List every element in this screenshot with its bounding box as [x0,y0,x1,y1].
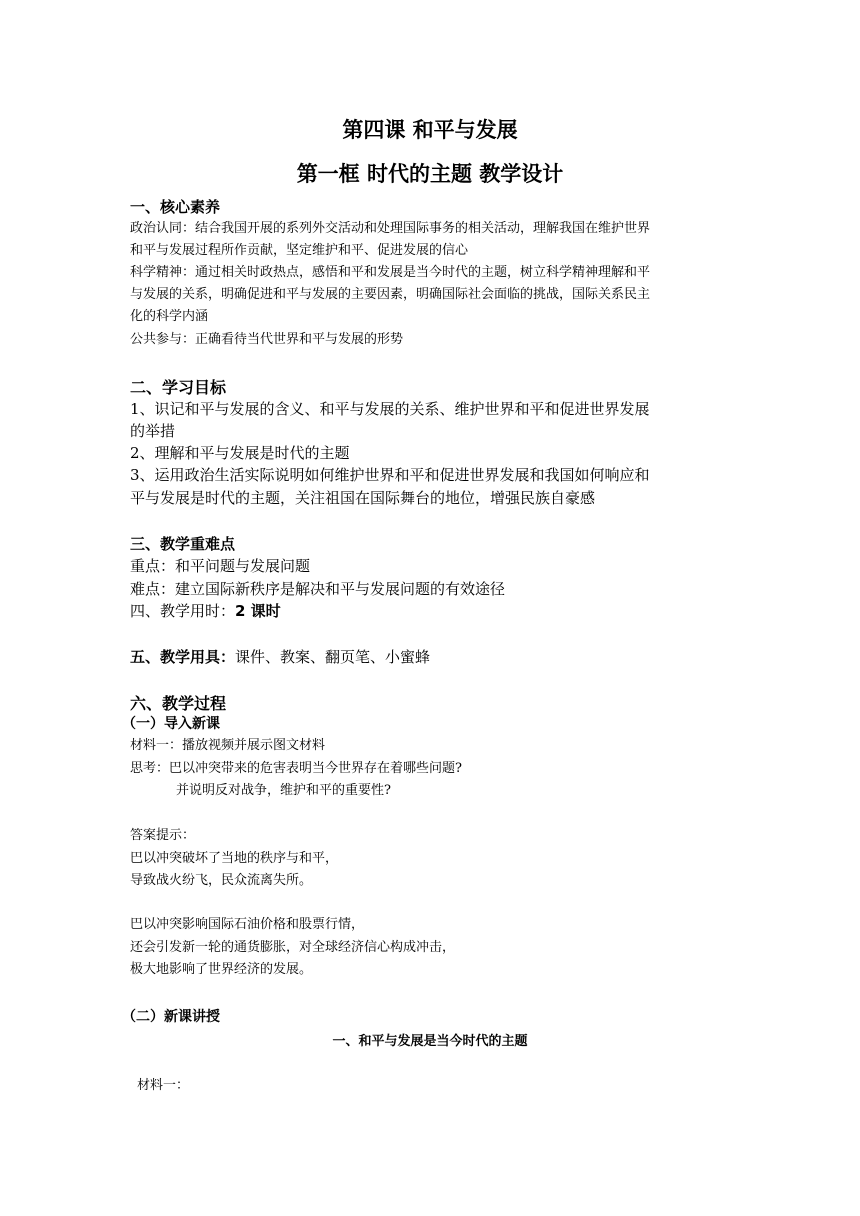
document-title: 第四课 和平与发展 [342,118,518,142]
key-point-line: 重点：和平问题与发展问题 [130,557,311,575]
subsection-heading-new-lesson: （二）新课讲授 [122,1009,220,1025]
paragraph-line: 政治认同：结合我国开展的系列外交活动和处理国际事务的相关活动，理解我国在维护世界 [130,221,651,236]
list-item: 2、理解和平与发展是时代的主题 [130,444,350,462]
difficult-point-line: 难点：建立国际新秩序是解决和平与发展问题的有效途径 [130,580,506,598]
list-item-continued: 平与发展是时代的主题，关注祖国在国际舞台的地位，增强民族自豪感 [130,489,596,507]
subsection-heading-intro: （一）导入新课 [122,716,220,732]
answer-line: 还会引发新一轮的通货膨胀，对全球经济信心构成冲击， [130,940,456,955]
section-heading-core-literacy: 一、核心素养 [130,198,221,216]
teaching-tools-label: 五、教学用具： [130,648,236,666]
answer-line: 极大地影响了世界经济的发展。 [130,962,313,977]
paragraph-line: 与发展的关系，明确促进和平与发展的主要因素，明确国际社会面临的挑战，国际关系民主 [130,287,651,302]
paragraph-line: 科学精神：通过相关时政热点，感悟和平和发展是当今时代的主题，树立科学精神理解和平 [130,265,651,280]
answer-line: 巴以冲突影响国际石油价格和股票行情， [130,917,365,932]
answer-line: 导致战火纷飞，民众流离失所。 [130,873,313,888]
teaching-time-value: 2 课时 [235,602,281,620]
section-heading-teaching-process: 六、教学过程 [130,694,227,713]
paragraph-line: 公共参与：正确看待当代世界和平与发展的形势 [130,332,404,347]
document-subtitle: 第一框 时代的主题 教学设计 [296,162,564,186]
list-item: 3、运用政治生活实际说明如何维护世界和平和促进世界发展和我国如何响应和 [130,466,650,484]
paragraph-line: 和平与发展过程所作贡献，坚定维护和平、促进发展的信心 [130,243,469,258]
answer-heading: 答案提示： [130,828,196,843]
teaching-tools-value: 课件、教案、翻页笔、小蜜蜂 [235,648,431,666]
teaching-tools-line [130,646,430,668]
answer-line: 巴以冲突破坏了当地的秩序与和平， [130,851,339,866]
teaching-time-line [130,600,281,622]
section-heading-learning-goals: 二、学习目标 [130,378,227,397]
material-label: 材料一： [137,1078,190,1093]
list-item-continued: 的举措 [130,422,176,440]
question-line: 思考：巴以冲突带来的危害表明当今世界存在着哪些问题? [130,761,462,776]
question-line-continued: 并说明反对战争，维护和平的重要性? [176,783,391,798]
centered-topic-heading: 一、和平与发展是当今时代的主题 [332,1034,528,1049]
material-line: 材料一：播放视频并展示图文材料 [130,738,326,753]
teaching-time-label: 四、教学用时： [130,602,236,620]
paragraph-line: 化的科学内涵 [130,309,209,324]
list-item: 1、识记和平与发展的含义、和平与发展的关系、维护世界和平和促进世界发展 [130,400,650,418]
section-heading-key-points: 三、教学重难点 [130,535,236,553]
